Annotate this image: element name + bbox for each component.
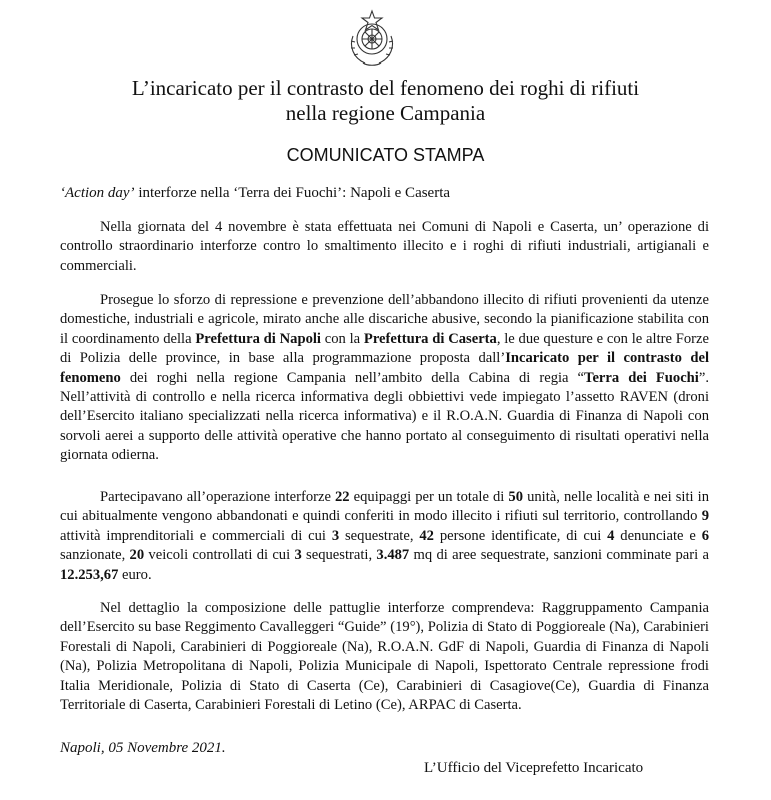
- p3-t9: veicoli controllati di cui: [144, 547, 295, 564]
- p3-t5: sequestrate,: [339, 527, 420, 544]
- p3-denunciate-count: 4: [607, 527, 615, 544]
- p2-bold-incaricato: Incaricato per il contrasto del fenomeno: [60, 350, 709, 386]
- italian-republic-emblem-icon: [345, 8, 399, 68]
- p3-t12: euro.: [118, 566, 152, 583]
- p2-bold-prefettura-napoli: Prefettura di Napoli: [195, 330, 321, 347]
- paragraph-4: [60, 599, 709, 715]
- p3-persone-count: 42: [419, 527, 434, 544]
- p3-t4: attività imprenditoriali e commerciali di cui: [60, 527, 332, 544]
- p3-t6: persone identificate, di cui: [433, 527, 608, 544]
- p2-bold-terra-dei-fuochi: Terra dei Fuochi: [584, 369, 699, 386]
- paragraph-1: [60, 218, 709, 276]
- p2-bold-prefettura-caserta: Prefettura di Caserta: [363, 330, 497, 347]
- p3-unita-count: 50: [508, 489, 524, 505]
- p3-mq-aree: 3.487: [376, 547, 410, 564]
- p3-sanzioni-euro: 12.253,67: [60, 566, 119, 583]
- p3-sanzionate-count: 6: [701, 527, 709, 544]
- signature: L’Ufficio del Viceprefetto Incaricato: [424, 760, 644, 776]
- subject-line: [60, 185, 450, 202]
- p3-t11: mq di aree sequestrate, sanzioni comminate pari a: [409, 547, 709, 564]
- p3-veicoli-sequestrati: 3: [294, 547, 302, 564]
- subject-text: interforze nella ‘Terra dei Fuochi’: Napoli e Caserta: [134, 185, 451, 201]
- p3-attivita-count: 9: [701, 508, 709, 525]
- p2-t4: dei roghi nella regione Campania nell’ambito della Cabina di regia “: [120, 369, 585, 386]
- p3-t1: Partecipavano all’operazione interforze: [100, 489, 335, 505]
- header-title: [0, 76, 771, 126]
- document-date: Napoli, 05 Novembre 2021.: [60, 740, 226, 756]
- p1-text: Nella giornata del 4 novembre è stata effettuata nei Comuni di Napoli e Caserta, un’ operazione di controllo straordinario interforze contro lo smaltimento illecito e i roghi di rifiuti industriali, artigianali e commerciali.: [60, 219, 709, 274]
- paragraph-3: [60, 488, 709, 585]
- press-release-title: COMUNICATO STAMPA: [286, 145, 485, 165]
- p2-t2: con la: [320, 330, 364, 347]
- p2-t5: ”. Nell’attività di controllo e nella ricerca informativa degli obbiettivi vede impiegato l’assetto RAVEN (droni dell’Esercito italiano specializzati nella ricerca informativa) e il R.O.A.N. Guardia di Finanza di Napoli con sorvoli aerei a supporto delle attività operative che hanno portato al conseguimento di risultati operativi nella giornata odierna.: [60, 369, 709, 464]
- subject-italic: ‘Action day’: [60, 185, 135, 201]
- p2-t1: Prosegue lo sforzo di repressione e prevenzione dell’abbandono illecito di rifiuti provenienti da utenze domestiche, industriali e agricole, mirato anche alle discariche abusive, secondo la pianificazione stabilita con il coordinamento della: [60, 292, 709, 347]
- p3-t2: equipaggi per un totale di: [349, 489, 509, 505]
- p3-t7: denunciate e: [614, 527, 702, 544]
- p3-veicoli-count: 20: [129, 547, 145, 564]
- p4-text: Nel dettaglio la composizione delle pattuglie interforze comprendeva: Raggruppamento Campania dell’Esercito su base Reggimento Cavalleggeri “Guide” (19°), Polizia di Stato di Poggioreale (Na), Carabinieri Forestali di Napoli, Carabinieri di Poggioreale (Na), R.O.A.N. GdF di Napoli, Guardia di Finanza di Napoli (Na), Polizia Metropolitana di Napoli, Polizia Municipale di Napoli, Ispettorato Centrale repressione frodi Italia Meridionale, Polizia di Stato di Caserta (Ce), Carabinieri di Casagiove(Ce), Guardia di Finanza Territoriale di Caserta, Carabinieri Forestali di Letino (Ce), ARPAC di Caserta.: [60, 600, 709, 714]
- p3-equipaggi-count: 22: [334, 489, 350, 505]
- p3-attivita-sequestrate: 3: [331, 527, 340, 544]
- header-title-line1: L’incaricato per il contrasto del fenomeno dei roghi di rifiuti: [131, 76, 640, 100]
- p2-t3: , le due questure e con le altre Forze di Polizia delle province, in base alla programmazione proposta dall’: [60, 330, 709, 367]
- p3-t8: sanzionate,: [60, 547, 130, 564]
- paragraph-2: [60, 291, 709, 466]
- p3-t10: sequestrati,: [301, 547, 377, 564]
- header-title-line2: nella regione Campania: [285, 101, 486, 125]
- p3-t3: unità, nelle località e nei siti in cui abitualmente vengono abbandonati e quindi conferiti in modo illecito i rifiuti sul territorio, controllando: [60, 489, 709, 525]
